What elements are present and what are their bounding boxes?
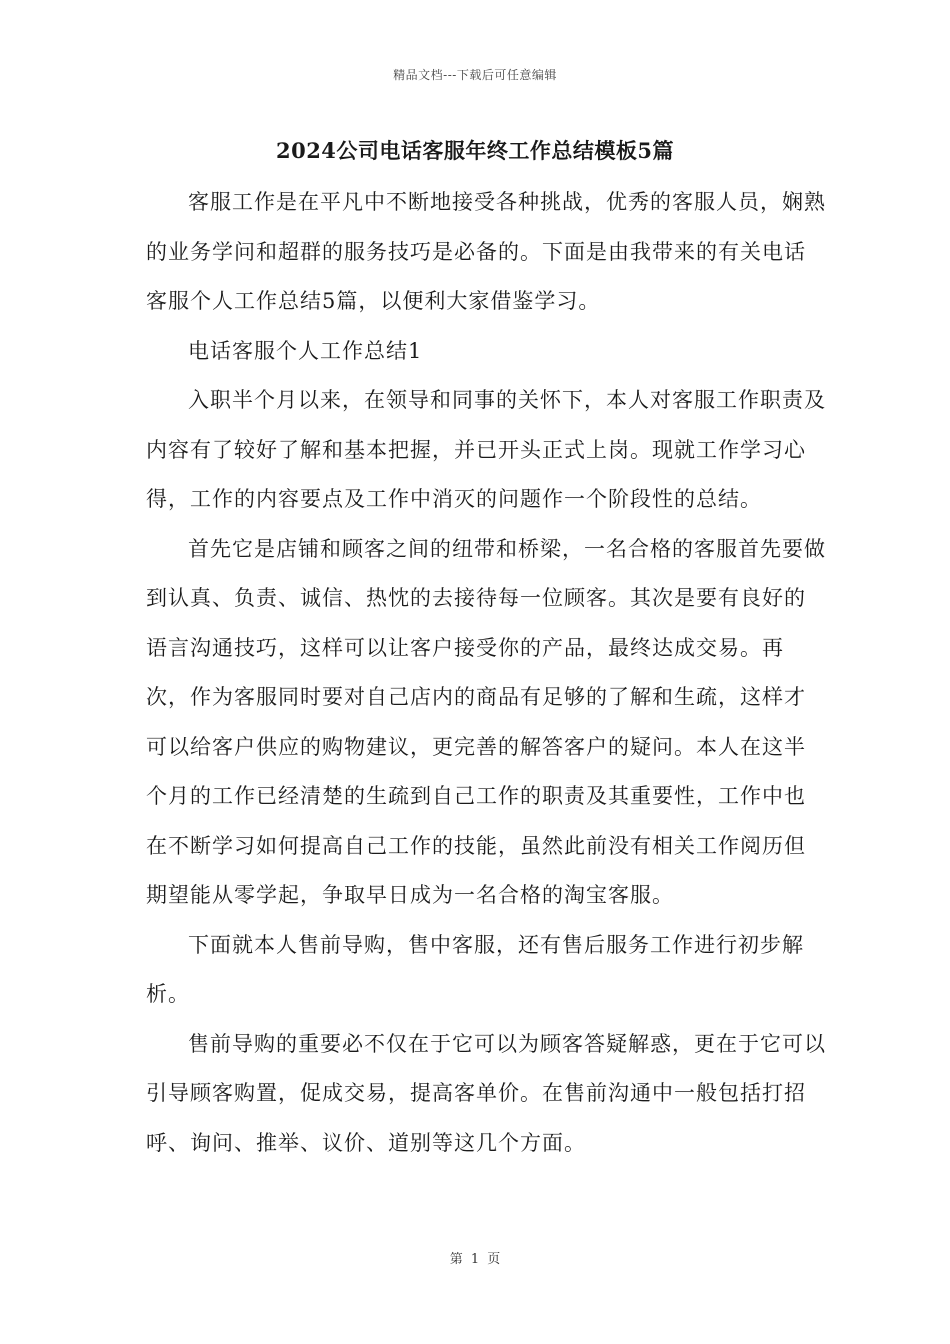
document-title: 2024公司电话客服年终工作总结模板5篇 (275, 138, 675, 163)
paragraph-intro: 客服工作是在平凡中不断地接受各种挑战，优秀的客服人员，娴熟的业务学问和超群的服务技巧是必备的。下面是由我带来的有关电话客服个人工作总结5篇，以便利大家借鉴学习。 (146, 190, 826, 313)
page-number: 第 1 页 (449, 1252, 501, 1267)
header-note: 精品文档---下载后可任意编辑 (393, 68, 557, 82)
paragraph: 入职半个月以来，在领导和同事的关怀下，本人对客服工作职责及内容有了较好了解和基本把握，并已开头正式上岗。现就工作学习心得，工作的内容要点及工作中消灭的问题作一个阶段性的总结。 (146, 388, 826, 511)
document-body (146, 178, 826, 1168)
paragraph: 首先它是店铺和顾客之间的纽带和桥梁，一名合格的客服首先要做到认真、负责、诚信、热忱的去接待每一位顾客。其次是要有良好的语言沟通技巧，这样可以让客户接受你的产品，最终达成交易。再次，作为客服同时要对自己店内的商品有足够的了解和生疏，这样才可以给客户供应的购物建议，更完善的解答客户的疑问。本人在这半个月的工作已经清楚的生疏到自己工作的职责及其重要性，工作中也在不断学习如何提高自己工作的技能，虽然此前没有相关工作阅历但期望能从零学起，争取早日成为一名合格的淘宝客服。 (146, 536, 826, 907)
section-heading: 电话客服个人工作总结1 (188, 338, 423, 363)
paragraph: 下面就本人售前导购，售中客服，还有售后服务工作进行初步解析。 (146, 932, 804, 1006)
paragraph: 售前导购的重要必不仅在于它可以为顾客答疑解惑，更在于它可以引导顾客购置，促成交易，提高客单价。在售前沟通中一般包括打招呼、询问、推举、议价、道别等这几个方面。 (146, 1031, 826, 1155)
